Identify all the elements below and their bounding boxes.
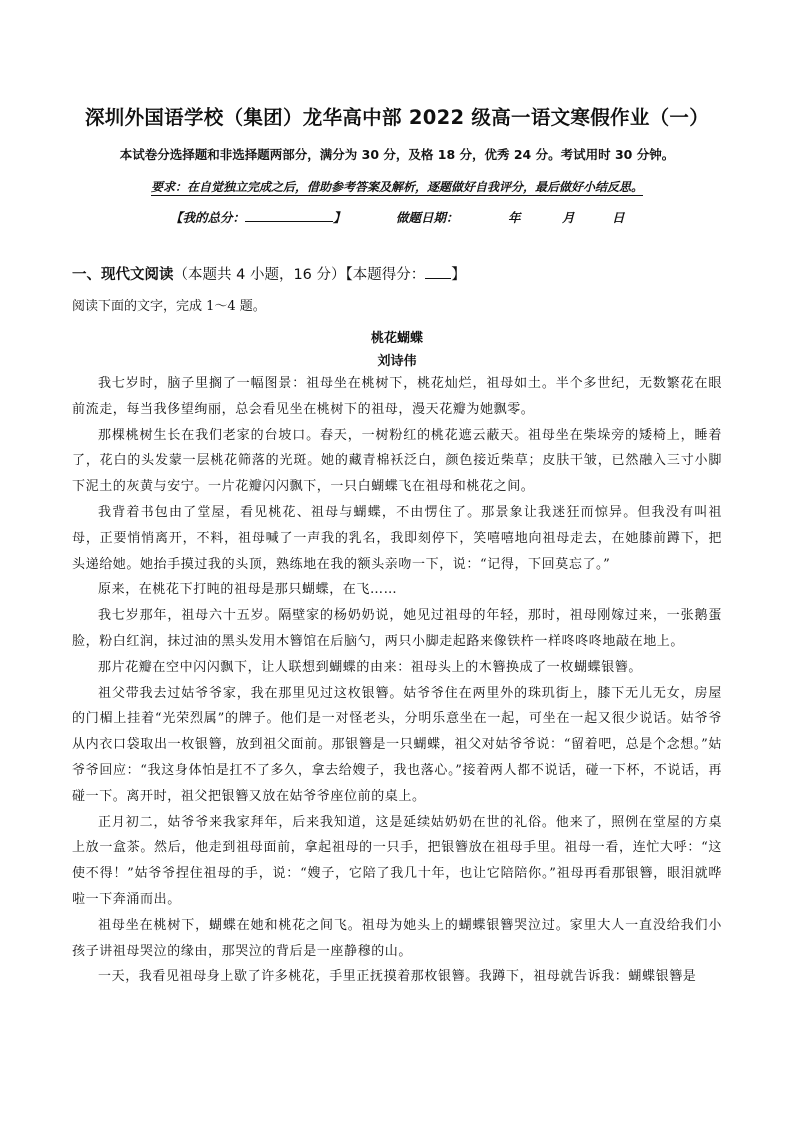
paragraph: 那片花瓣在空中闪闪飘下，让人联想到蝴蝶的由来：祖母头上的木簪换成了一枚蝴蝶银簪。 [98, 659, 643, 675]
paragraph: 正月初二，姑爷爷来我家拜年，后来我知道，这是延续姑奶奶在世的礼俗。他来了，照例在堂屋的方桌上放一盒茶。然后，他走到祖母面前，拿起祖母的一只手，把银簪放在祖母手里。祖母一看，连忙大呼：“这使不得！”姑爷爷捏住祖母的手，说：“嫂子，它陪了我几十年，也让它陪陪你。”祖母再看那银簪，眼泪就哗啦一下奔涌而出。 [72, 814, 722, 907]
score-date-line [0, 208, 794, 228]
section-info-close: 】 [451, 267, 466, 283]
paragraph: 我背着书包由了堂屋，看见桃花、祖母与蝴蝶，不由愣住了。那景象让我迷狂而惊异。但我没有叫祖母，正要悄悄离开，不料，祖母喊了一声我的乳名，我即刻停下，笑嘻嘻地向祖母走去，在她膝前蹲下，把头递给她。她抬手摸过我的头顶，熟练地在我的额头亲吻一下，说：“记得，下回莫忘了。” [72, 504, 722, 572]
passage-title: 桃花蝴蝶 [370, 331, 423, 346]
reading-instruction: 阅读下面的文字，完成 1～4 题。 [72, 299, 266, 314]
section-info: （本题共 4 小题，16 分）【本题得分： [173, 267, 426, 283]
paragraph: 原来，在桃花下打盹的祖母是那只蝴蝶，在飞…… [98, 582, 398, 598]
requirement-text: 要求：在自觉独立完成之后，借助参考答案及解析，逐题做好自我评分，最后做好小结反思。 [150, 180, 643, 194]
date-label: 做题日期： [396, 210, 459, 225]
my-score-close: 】 [333, 210, 346, 225]
paragraph: 我七岁那年，祖母六十五岁。隔壁家的杨奶奶说，她见过祖母的年轻，那时，祖母刚嫁过来，一张鹅蛋脸，粉白红润，抹过油的黑头发用木簪馆在后脑勺，两只小脚走起路来像铁杵一样咚咚咚地敲在地上。 [72, 608, 722, 649]
my-score-label: 【我的总分： [170, 210, 246, 225]
month-label: 月 [562, 210, 575, 225]
passage-body [72, 371, 722, 990]
year-label: 年 [508, 210, 521, 225]
passage-author: 刘诗伟 [377, 354, 417, 369]
my-score [170, 208, 346, 226]
day-label: 日 [612, 210, 625, 225]
paragraph: 祖母坐在桃树下，蝴蝶在她和桃花之间飞。祖母为她头上的蝴蝶银簪哭泣过。家里大人一直没给我们小孩子讲祖母哭泣的缘由，那哭泣的背后是一座静穆的山。 [72, 917, 722, 959]
paragraph: 一天，我看见祖母身上歇了许多桃花，手里正抚摸着那枚银簪。我蹲下，祖母就告诉我：蝴蝶银簪是 [98, 969, 697, 985]
section-heading [72, 263, 466, 284]
paragraph: 祖父带我去过姑爷爷家，我在那里见过这枚银簪。姑爷爷住在两里外的珠玑街上，膝下无儿无女，房屋的门楣上挂着“光荣烈属”的牌子。他们是一对怪老头，分明乐意坐在一起，可坐在一起又很少说话。姑爷爷从内衣口袋取出一枚银簪，放到祖父面前。那银簪是一只蝴蝶，祖父对姑爷爷说：“留着吧，总是个念想。”姑爷爷回应：“我这身体怕是扛不了多久，拿去给嫂子，我也落心。”接着两人都不说话，碰一下杯，不说话，再碰一下。离开时，祖父把银簪又放在姑爷爷座位前的桌上。 [72, 685, 722, 804]
exam-info: 本试卷分选择题和非选择题两部分，满分为 30 分，及格 18 分，优秀 24 分。考试用时 30 分钟。 [119, 147, 675, 162]
paragraph: 我七岁时，脑子里搁了一幅图景：祖母坐在桃树下，桃花灿烂，祖母如土。半个多世纪，无数繁花在眼前流走，每当我侈望绚丽，总会看见坐在桃树下的祖母，漫天花瓣为她飘零。 [72, 376, 722, 417]
section-score-blank[interactable] [425, 265, 451, 279]
document-title: 深圳外国语学校（集团）龙华高中部 2022 级高一语文寒假作业（一） [84, 106, 710, 129]
my-score-blank[interactable] [245, 209, 333, 222]
section-title: 一、现代文阅读 [72, 267, 174, 283]
paragraph: 那棵桃树生长在我们老家的台坡口。春天，一树粉红的桃花遮云蔽天。祖母坐在柴垛旁的矮椅上，睡着了，花白的头发蒙一层桃花筛落的光斑。她的藏青棉袄泛白，颜色接近柴草；皮肤干皱，已然融入三寸小脚下泥土的灰黄与安宁。一片花瓣闪闪飘下，一只白蝴蝶飞在祖母和桃花之间。 [72, 427, 722, 495]
requirement-note [40, 178, 754, 195]
